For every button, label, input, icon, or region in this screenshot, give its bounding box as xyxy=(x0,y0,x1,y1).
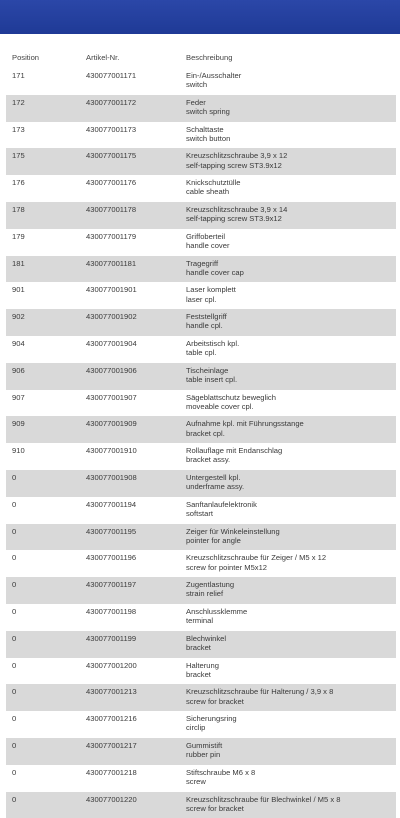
position-cell: 910 xyxy=(12,446,25,456)
description-german: Kreuzschlitzschraube 3,9 x 14 xyxy=(186,204,288,214)
article-number-cell: 430077001178 xyxy=(86,204,137,214)
description-english: circlip xyxy=(186,723,206,733)
position-cell: 0 xyxy=(12,553,17,563)
article-number-cell: 430077001179 xyxy=(86,231,137,241)
description-cell xyxy=(186,178,240,196)
description-cell xyxy=(186,661,219,679)
article-number-cell: 430077001909 xyxy=(86,419,137,429)
header-band xyxy=(0,0,400,34)
article-number-cell: 430077001901 xyxy=(86,285,137,295)
position-cell: 179 xyxy=(12,231,25,241)
description-cell xyxy=(186,607,247,625)
description-english: screw for bracket xyxy=(186,696,244,706)
article-number-cell: 430077001199 xyxy=(86,633,137,643)
description-german: Knickschutztülle xyxy=(186,178,241,188)
table-row xyxy=(6,470,396,497)
description-cell xyxy=(186,125,230,143)
table-row xyxy=(6,336,396,363)
position-cell: 173 xyxy=(12,124,25,134)
description-cell xyxy=(186,71,241,89)
position-cell: 176 xyxy=(12,178,25,188)
position-cell: 0 xyxy=(12,633,17,643)
description-cell xyxy=(186,285,236,303)
position-cell: 902 xyxy=(12,312,25,322)
article-number-cell: 430077001907 xyxy=(86,392,137,402)
description-german: Feder xyxy=(186,97,206,107)
description-german: Schalttaste xyxy=(186,124,224,134)
description-german: Zugentlastung xyxy=(186,580,235,590)
description-english: strain relief xyxy=(186,589,224,599)
table-header xyxy=(6,50,396,66)
description-cell xyxy=(186,473,244,491)
article-number-cell: 430077001172 xyxy=(86,97,137,107)
description-german: Untergestell kpl. xyxy=(186,472,241,482)
position-cell: 181 xyxy=(12,258,25,268)
position-cell: 0 xyxy=(12,714,17,724)
description-english: screw for pointer M5x12 xyxy=(186,562,268,572)
description-cell xyxy=(186,232,229,250)
table-row xyxy=(6,658,396,685)
description-german: Griffoberteil xyxy=(186,231,226,241)
description-german: Rollauflage mit Endanschlag xyxy=(186,446,283,456)
table-row xyxy=(6,95,396,122)
description-german: Ein-/Ausschalter xyxy=(186,71,242,80)
position-cell: 175 xyxy=(12,151,25,161)
table-row xyxy=(6,738,396,765)
table-row xyxy=(6,416,396,443)
table-row xyxy=(6,148,396,175)
description-german: Blechwinkel xyxy=(186,633,227,643)
description-english: switch spring xyxy=(186,107,230,116)
article-number-cell: 430077001906 xyxy=(86,365,137,375)
position-cell: 0 xyxy=(12,472,17,482)
table-row xyxy=(6,68,396,95)
description-german: Anschlussklemme xyxy=(186,606,248,616)
header-article: Artikel-Nr. xyxy=(86,53,120,62)
description-german: Feststellgriff xyxy=(186,312,227,322)
description-english: screw xyxy=(186,776,206,786)
table-row xyxy=(6,390,396,417)
table-row xyxy=(6,604,396,631)
description-german: Sanftanlaufelektronik xyxy=(186,499,257,509)
description-english: bracket cpl. xyxy=(186,428,225,438)
article-number-cell: 430077001220 xyxy=(86,794,137,804)
description-english: switch xyxy=(186,80,208,90)
description-english: handle cover xyxy=(186,240,230,250)
table-row xyxy=(6,684,396,711)
description-cell xyxy=(186,419,304,437)
description-english: handle cover cap xyxy=(186,267,244,277)
description-english: moveable cover cpl. xyxy=(186,401,254,411)
description-cell xyxy=(186,687,333,705)
description-cell xyxy=(186,366,237,384)
article-number-cell: 430077001194 xyxy=(86,499,137,509)
article-number-cell: 430077001181 xyxy=(86,258,137,268)
table-row xyxy=(6,497,396,524)
article-number-cell: 430077001196 xyxy=(86,553,137,563)
position-cell: 907 xyxy=(12,392,25,402)
article-number-cell: 430077001216 xyxy=(86,714,137,724)
article-number-cell: 430077001910 xyxy=(86,446,137,456)
description-cell xyxy=(186,768,255,786)
table-row xyxy=(6,309,396,336)
article-number-cell: 430077001902 xyxy=(86,312,137,322)
article-number-cell: 430077001213 xyxy=(86,687,137,697)
article-number-cell: 430077001198 xyxy=(86,606,137,616)
description-german: Sicherungsring xyxy=(186,714,237,724)
description-cell xyxy=(186,205,287,223)
table-row xyxy=(6,122,396,149)
description-cell xyxy=(186,634,226,652)
table-row xyxy=(6,577,396,604)
description-german: Laser komplett xyxy=(186,285,236,295)
description-english: self-tapping screw ST3.9x12 xyxy=(186,160,282,170)
position-cell: 0 xyxy=(12,499,17,509)
table-row xyxy=(6,443,396,470)
description-german: Halterung xyxy=(186,660,219,670)
table-row xyxy=(6,363,396,390)
table-row xyxy=(6,792,396,818)
description-english: bracket xyxy=(186,642,211,652)
description-english: softstart xyxy=(186,508,214,518)
description-english: laser cpl. xyxy=(186,294,217,304)
description-german: Gummistift xyxy=(186,740,223,750)
description-english: table insert cpl. xyxy=(186,374,238,384)
description-english: switch button xyxy=(186,133,231,143)
description-german: Tragegriff xyxy=(186,258,219,268)
description-german: Arbeitstisch kpl. xyxy=(186,338,240,348)
position-cell: 0 xyxy=(12,687,17,697)
position-cell: 0 xyxy=(12,767,17,777)
description-cell xyxy=(186,527,280,545)
description-english: terminal xyxy=(186,616,214,626)
position-cell: 901 xyxy=(12,285,25,295)
table-row xyxy=(6,524,396,551)
article-number-cell: 430077001904 xyxy=(86,338,137,348)
description-german: Kreuzschlitzschraube für Halterung / 3,9 x 8 xyxy=(186,687,334,697)
description-cell xyxy=(186,446,282,464)
position-cell: 0 xyxy=(12,794,17,804)
header-position: Position xyxy=(12,53,40,62)
description-cell xyxy=(186,98,230,116)
header-description: Beschreibung xyxy=(186,53,233,62)
article-number-cell: 430077001217 xyxy=(86,740,137,750)
position-cell: 0 xyxy=(12,740,17,750)
position-cell: 906 xyxy=(12,365,25,375)
table-row xyxy=(6,631,396,658)
description-english: bracket assy. xyxy=(186,455,231,465)
description-cell xyxy=(186,259,244,277)
description-english: table cpl. xyxy=(186,348,217,358)
description-cell xyxy=(186,553,326,571)
description-cell xyxy=(186,151,287,169)
article-number-cell: 430077001175 xyxy=(86,151,137,161)
article-number-cell: 430077001171 xyxy=(86,71,137,80)
description-cell xyxy=(186,312,227,330)
description-english: cable sheath xyxy=(186,187,230,197)
description-english: self-tapping screw ST3.9x12 xyxy=(186,214,282,224)
description-cell xyxy=(186,795,340,813)
description-cell xyxy=(186,741,222,759)
position-cell: 172 xyxy=(12,97,25,107)
description-cell xyxy=(186,393,276,411)
table-body xyxy=(6,68,396,818)
article-number-cell: 430077001218 xyxy=(86,767,137,777)
position-cell: 0 xyxy=(12,526,17,536)
position-cell: 904 xyxy=(12,338,25,348)
parts-table xyxy=(6,50,396,818)
table-row xyxy=(6,229,396,256)
position-cell: 171 xyxy=(12,71,25,80)
description-german: Tischeinlage xyxy=(186,365,229,375)
article-number-cell: 430077001197 xyxy=(86,580,137,590)
position-cell: 0 xyxy=(12,660,17,670)
description-english: pointer for angle xyxy=(186,535,241,545)
description-cell xyxy=(186,580,234,598)
article-number-cell: 430077001195 xyxy=(86,526,137,536)
table-row xyxy=(6,282,396,309)
description-german: Kreuzschlitzschraube 3,9 x 12 xyxy=(186,151,288,161)
description-english: screw for bracket xyxy=(186,803,244,813)
article-number-cell: 430077001176 xyxy=(86,178,137,188)
description-english: underframe assy. xyxy=(186,482,245,492)
position-cell: 178 xyxy=(12,204,25,214)
description-english: bracket xyxy=(186,669,211,679)
description-german: Sägeblattschutz beweglich xyxy=(186,392,276,402)
article-number-cell: 430077001173 xyxy=(86,124,137,134)
description-cell xyxy=(186,339,239,357)
article-number-cell: 430077001200 xyxy=(86,660,137,670)
table-row xyxy=(6,550,396,577)
description-cell xyxy=(186,500,257,518)
table-row xyxy=(6,175,396,202)
description-german: Stiftschraube M6 x 8 xyxy=(186,767,256,777)
description-german: Kreuzschlitzschraube für Blechwinkel / M5 x 8 xyxy=(186,794,341,804)
position-cell: 0 xyxy=(12,606,17,616)
description-german: Aufnahme kpl. mit Führungsstange xyxy=(186,419,304,429)
description-german: Kreuzschlitzschraube für Zeiger / M5 x 12 xyxy=(186,553,327,563)
article-number-cell: 430077001908 xyxy=(86,472,137,482)
table-row xyxy=(6,765,396,792)
description-german: Zeiger für Winkeleinstellung xyxy=(186,526,280,536)
table-row xyxy=(6,256,396,283)
position-cell: 909 xyxy=(12,419,25,429)
position-cell: 0 xyxy=(12,580,17,590)
description-english: handle cpl. xyxy=(186,321,223,331)
description-cell xyxy=(186,714,237,732)
table-row xyxy=(6,711,396,738)
description-english: rubber pin xyxy=(186,750,221,760)
table-row xyxy=(6,202,396,229)
